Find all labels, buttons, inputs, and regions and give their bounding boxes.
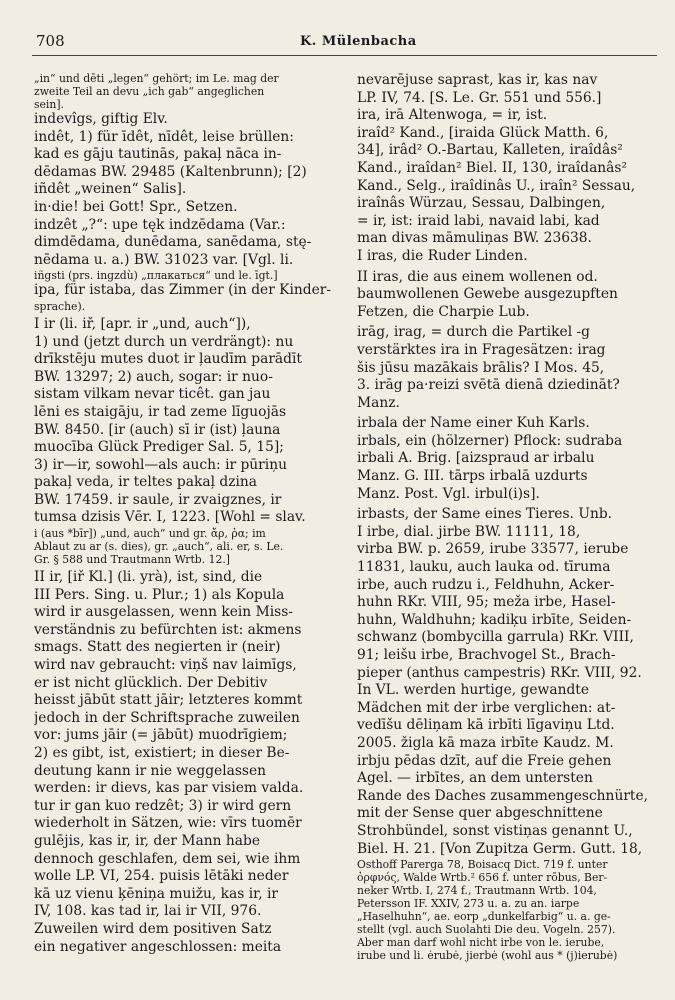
text-line: irbali A. Brig. [aizspraud ar irbalu — [357, 450, 595, 467]
text-line: 3) ir—ir, sowohl—als auch: ir pūriņu — [34, 456, 287, 473]
text-line: iraîd² Kand., [iraida Glück Matth. 6, — [357, 124, 609, 141]
text-line: huhn, Waldhuhn; kadiķu irbīte, Seiden- — [357, 611, 632, 628]
right-column — [357, 72, 662, 984]
text-line: IV, 108. kas tad ir, lai ir VII, 976. — [34, 903, 262, 920]
text-line: verständnis zu befürchten ist: akmens — [34, 621, 302, 638]
text-line: ipa, für istaba, das Zimmer (in der Kinder- — [34, 282, 332, 299]
text-line: indzêt „?“: upe tęk indzēdama (Var.: — [34, 216, 286, 233]
text-line: pakaļ veda, ir teltes pakaļ dzina — [34, 474, 257, 491]
text-line: 91; leišu irbe, Brachvogel St., Brach- — [357, 647, 616, 663]
text-line: II iras, die aus einem wollenen od. — [357, 268, 598, 285]
text-line: zweite Teil an devu „ich gab“ angeglichen — [34, 85, 265, 98]
text-line: iraînâs Würzau, Sessau, Dalbingen, — [357, 195, 606, 212]
text-line: vedīšu dēliņam kā irbīti līgaviņu Ltd. — [357, 717, 615, 734]
text-line: Mädchen mit der irbe verglichen: at- — [357, 699, 616, 716]
text-line: mit der Sense quer abgeschnittene — [357, 805, 603, 822]
text-line: tumsa dzisis Vēr. I, 1223. [Wohl = slav. — [34, 509, 306, 526]
text-line: 2) es gibt, ist, existiert; in dieser Be- — [34, 745, 290, 761]
text-line: man divas māmuliņas BW. 23638. — [357, 230, 592, 247]
text-line: smags. Statt des negierten ir (neir) — [34, 639, 281, 656]
text-line: „Haselhuhn“, ae. eorp „dunkelfarbig“ u. a. ge- — [357, 910, 611, 924]
text-line: neker Wrtb. I, 274 f., Trautmann Wrtb. 104, — [357, 884, 597, 898]
text-line: Agel. — irbītes, an dem untersten — [357, 770, 593, 787]
text-line: dēdamas BW. 29485 (Kaltenbrunn); [2) — [34, 163, 307, 180]
text-line: Osthoff Parerga 78, Boisacq Dict. 719 f. unter — [357, 858, 608, 872]
text-line: indêt, 1) für īdêt, nīdêt, leise brüllen: — [34, 128, 294, 145]
text-line: Petersson IF. XXIV, 273 u. a. zu an. iarpe — [357, 897, 580, 911]
text-line: vor: jums jāir (= jābūt) muodrīgiem; — [34, 727, 288, 744]
text-line: II ir, [iř Kl.] (li. yrà), ist, sind, die — [34, 569, 263, 586]
text-line: BW. 13297; 2) auch, sogar: ir nuo- — [34, 368, 273, 385]
text-line: Kand., Selg., iraîdinâs U., iraîn² Sessau, — [357, 177, 636, 194]
text-line: virba BW. p. 2659, irube 33577, ierube — [357, 541, 629, 558]
text-line: Manz. Post. Vgl. irbul(i)s]. — [357, 485, 540, 502]
text-line: gulējis, kas ir, ir, der Mann habe — [34, 832, 261, 849]
text-line: kā uz vienu ķēniņa muižu, kas ir, ir — [34, 885, 278, 902]
text-line: sprache). — [34, 299, 86, 313]
text-line: = ir, ist: iraid labi, navaid labi, kad — [357, 212, 600, 229]
text-line: ira, irā Altenwoga, = ir, ist. — [357, 107, 548, 124]
text-line: 34], irâd² O.-Bartau, Kalleten, iraîdâs² — [357, 142, 623, 159]
text-line: nēdama u. a.) BW. 31023 var. [Vgl. li. — [34, 251, 294, 268]
text-line: Manz. G. III. tārps irbalā uzdurts — [357, 468, 588, 485]
text-line: 3. irāg pa·reizi svētā dienā dziedināt? — [357, 377, 620, 394]
text-line: muocība Glück Prediger Sal. 5, 15]; — [34, 439, 284, 456]
text-line: iñdêt „weinen“ Salis]. — [34, 181, 187, 198]
text-line: dennoch geschlafen, dem sei, wie ihm — [34, 850, 301, 867]
text-line: kad es gāju tautinās, pakaļ nāca in- — [34, 146, 282, 163]
text-line: Kand., iraîdan² Biel. II, 130, iraîdanâs² — [357, 159, 628, 176]
text-line: lēni es staigāju, ir tad zeme līguojās — [34, 403, 287, 420]
text-line: jedoch in der Schriftsprache zuweilen — [34, 709, 300, 726]
text-line: wird nav gebraucht: viņš nav laimīgs, — [34, 657, 297, 674]
text-line: Gr. § 588 und Trautmann Wrtb. 12.] — [34, 553, 230, 567]
text-line: irbasts, der Same eines Tieres. Unb. — [357, 506, 613, 523]
header-rule — [32, 55, 657, 56]
text-line: Ablaut zu ar (s. dies), gr. „auch“, ali. er, s. Le. — [34, 540, 284, 554]
text-line: in·die! bei Gott! Spr., Setzen. — [34, 198, 238, 215]
text-line: verstärktes ira in Fragesätzen: irag — [357, 341, 606, 358]
page-number: 708 — [36, 32, 65, 50]
text-line: wird ir ausgelassen, wenn kein Miss- — [34, 604, 293, 621]
text-line: Fetzen, die Charpie Lub. — [357, 303, 530, 320]
text-line: irbals, ein (hölzerner) Pflock: sudraba — [357, 432, 623, 449]
text-line: dimdēdama, dunēdama, sanēdama, stę- — [34, 234, 312, 251]
text-line: irbala der Name einer Kuh Karls. — [357, 415, 590, 432]
left-column — [34, 72, 334, 984]
text-line: I irbe, dial. jirbe BW. 11111, 18, — [357, 523, 581, 540]
text-line: III Pers. Sing. u. Plur.; 1) als Kopula — [34, 586, 285, 603]
text-line: Aber man darf wohl nicht irbe von le. ierube, — [357, 936, 605, 950]
text-line: iñgsti (prs. ingzdù) „плакаться“ und le. īgt.] — [34, 269, 278, 283]
text-line: BW. 17459. ir saule, ir zvaigznes, ir — [34, 491, 282, 508]
text-line: sein]. — [34, 98, 64, 111]
text-line: ὀρφνός, Walde Wrtb.² 656 f. unter rōbus, Ber- — [357, 871, 608, 885]
text-line: deutung kann ir nie weggelassen — [34, 762, 267, 779]
text-line: baumwollenen Gewebe ausgezupften — [357, 286, 618, 303]
running-head: K. Mülenbacha — [300, 34, 417, 49]
text-line: Manz. — [357, 394, 400, 411]
text-line: šis jūsu mazākais brālis? I Mos. 45, — [357, 359, 605, 376]
text-line: Strohbündel, sonst vistiņas genannt U., — [357, 822, 633, 839]
text-line: sistam vilkam nevar ticêt. gan jau — [34, 386, 271, 403]
text-line: BW. 8450. [ir (auch) sī ir (ist) ļauna — [34, 421, 281, 438]
text-line: In VL. werden hurtige, gewandte — [357, 682, 590, 699]
text-line: Zuweilen wird dem positiven Satz — [34, 920, 272, 937]
text-line: 1) und (jetzt durch un verdrängt): nu — [34, 333, 294, 350]
text-line: wolle LP. VI, 254. puisis lētāki neder — [34, 868, 289, 885]
text-line: irube und li. ėrubė, jierbė (wohl aus * (j)ierubė) — [357, 949, 618, 963]
text-line: 11831, lauku, auch lauka od. tīruma — [357, 559, 611, 576]
text-line: stellt (vgl. auch Suolahti Die deu. Vogeln. 257). — [357, 923, 616, 937]
text-line: I ir (li. iř, [apr. ir „und, auch“]), — [34, 315, 251, 332]
text-line: tur ir gan kuo redzêt; 3) ir wird gern — [34, 797, 292, 814]
text-line: indevîgs, giftig Elv. — [34, 111, 168, 127]
text-line: LP. IV, 74. [S. Le. Gr. 551 und 556.] — [357, 89, 602, 106]
text-line: 2005. žigla kā maza irbīte Kaudz. M. — [357, 734, 614, 751]
text-line: „in“ und dēti „legen“ gehört; im Le. mag der — [34, 72, 279, 85]
text-line: irbju pēdas dzīt, auf die Freie gehen — [357, 752, 612, 769]
text-line: i (aus *bīr]) „und, auch“ und gr. ἄρ, ῥα; im — [34, 527, 266, 541]
text-line: heisst jābūt statt jāir; letzteres kommt — [34, 692, 303, 709]
text-line: werden: ir dievs, kas par visiem valda. — [34, 780, 304, 797]
text-line: I iras, die Ruder Linden. — [357, 247, 528, 264]
text-line: wiederholt in Sätzen, wie: vīrs tuomēr — [34, 815, 302, 832]
text-line: huhn RKr. VIII, 95; meža irbe, Hasel- — [357, 594, 616, 611]
text-line: drīkstēju mutes duot ir ļaudīm parādīt — [34, 351, 302, 368]
text-line: ein negativer angeschlossen: meita — [34, 938, 282, 955]
text-line: Biel. H. 21. [Von Zupitza Germ. Gutt. 18, — [357, 840, 643, 857]
text-line: nevarējuse saprast, kas ir, kas nav — [357, 72, 598, 88]
text-line: Rande des Daches zusammengeschnürte, — [357, 787, 649, 804]
text-line: irāg, irag, = durch die Partikel -g — [357, 324, 590, 341]
text-line: er ist nicht glücklich. Der Debitiv — [34, 674, 268, 691]
text-line: pieper (anthus campestris) RKr. VIII, 92. — [357, 664, 642, 681]
text-line: irbe, auch rudzu i., Feldhuhn, Acker- — [357, 576, 615, 593]
text-line: schwanz (bombycilla garrula) RKr. VIII, — [357, 629, 634, 646]
